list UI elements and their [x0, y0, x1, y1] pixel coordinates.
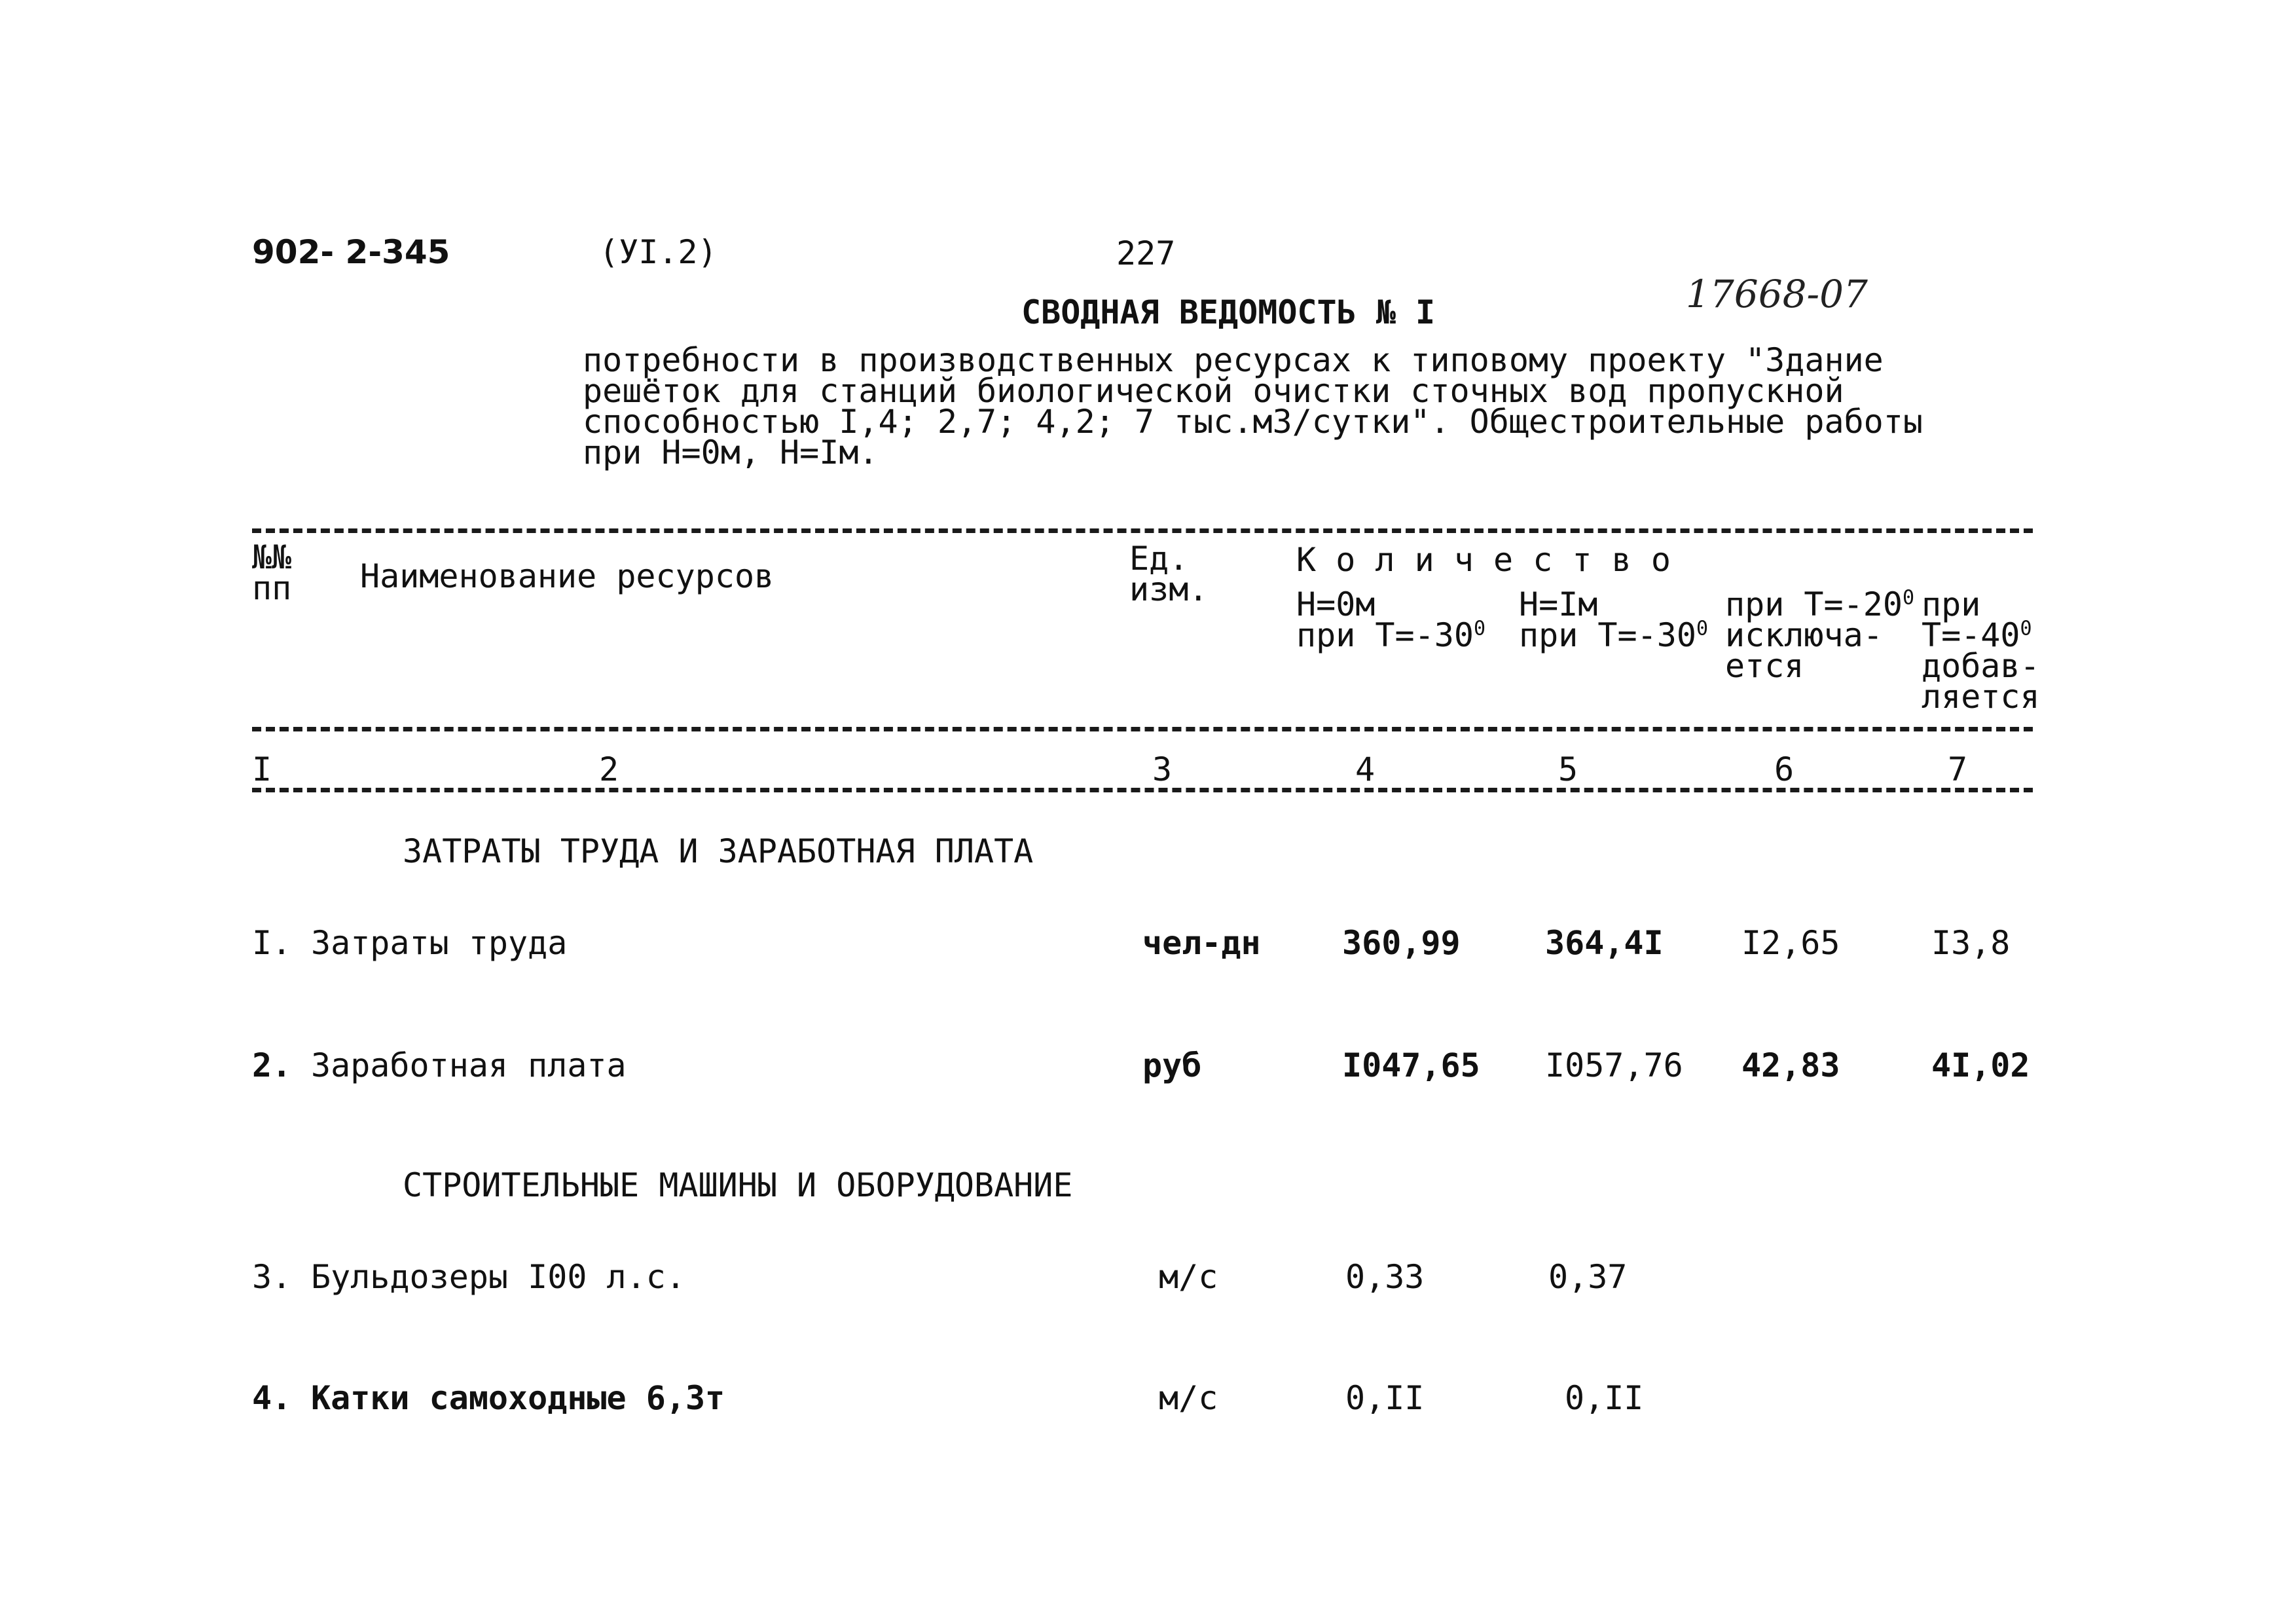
header-number	[252, 538, 292, 607]
column-number-7: 7	[1948, 750, 1968, 788]
row-unit: руб	[1142, 1046, 1202, 1084]
column-number-3: 3	[1152, 750, 1173, 788]
document-code: 902- 2-345	[252, 233, 450, 271]
row-unit: м/с	[1159, 1258, 1218, 1296]
header-col6	[1725, 585, 1914, 685]
header-resource-name: Наименование ресурсов	[360, 557, 774, 595]
header-number-line: №№	[252, 538, 292, 576]
statement-title: СВОДНАЯ ВЕДОМОСТЬ № I	[1021, 293, 1436, 331]
header-col7-line: добав-	[1922, 647, 2040, 685]
row-number: I.	[252, 924, 292, 962]
column-number-1: I	[252, 750, 272, 788]
statement-subtitle	[583, 341, 1923, 471]
row-value-col4: I047,65	[1342, 1046, 1480, 1084]
subtitle-line: решёток для станций биологической очистки сточных вод пропускной	[583, 372, 1844, 410]
subtitle-line: потребности в производственных ресурсах к типовому проекту "Здание	[583, 341, 1884, 379]
column-number-5: 5	[1558, 750, 1578, 788]
row-value-col5: 0,II	[1565, 1379, 1644, 1417]
header-col7-line: $Т=-40^0$	[1922, 616, 2032, 654]
header-unit-line: Ед.	[1129, 540, 1189, 578]
row-value-col6: 42,83	[1741, 1046, 1840, 1084]
row-number: 2.	[252, 1046, 292, 1084]
header-col7	[1922, 585, 2040, 716]
header-col5	[1519, 585, 1708, 654]
header-col6-line: ется	[1725, 647, 1804, 685]
header-unit-line: изм.	[1129, 570, 1209, 608]
row-unit: м/с	[1159, 1379, 1218, 1417]
row-value-col5: 364,4I	[1545, 924, 1664, 962]
header-col6-line: при $Т=-20^0$	[1725, 585, 1914, 623]
subtitle-line: способностью I,4; 2,7; 4,2; 7 тыс.м3/сутки". Общестроительные работы	[583, 403, 1923, 441]
row-name: Бульдозеры I00 л.с.	[311, 1258, 685, 1296]
row-value-col5: I057,76	[1545, 1046, 1683, 1084]
row-value-col4: 360,99	[1342, 924, 1461, 962]
section-title: СТРОИТЕЛЬНЫЕ МАШИНЫ И ОБОРУДОВАНИЕ	[403, 1166, 1073, 1204]
archive-number: 17668-07	[1686, 272, 1868, 316]
header-unit	[1129, 540, 1209, 608]
subtitle-line: при Н=0м, Н=Iм.	[583, 434, 879, 471]
row-unit: чел-дн	[1142, 924, 1261, 962]
table-top-rule	[252, 528, 2033, 533]
row-number: 3.	[252, 1258, 292, 1296]
row-number: 4.	[252, 1379, 292, 1417]
section-code: (УI.2)	[599, 233, 718, 271]
row-value-col6: I2,65	[1741, 924, 1840, 962]
header-number-line: пп	[252, 569, 292, 607]
header-col4	[1296, 585, 1485, 654]
row-value-col5: 0,37	[1548, 1258, 1628, 1296]
header-col4-line: при $Т=-30^0$	[1296, 616, 1485, 654]
column-numbers-rule	[252, 788, 2033, 792]
row-name: Затраты труда	[311, 924, 568, 962]
row-name: Заработная плата	[311, 1046, 627, 1084]
page-number: 227	[1116, 234, 1176, 272]
header-col7-line: ляется	[1922, 678, 2040, 716]
header-quantity: К о л и ч е с т в о	[1296, 541, 1671, 579]
row-value-col4: 0,33	[1345, 1258, 1425, 1296]
header-col6-line: исключа-	[1725, 616, 1883, 654]
row-value-col4: 0,II	[1345, 1379, 1425, 1417]
column-number-6: 6	[1774, 750, 1795, 788]
header-col7-line: при	[1922, 585, 1981, 623]
header-bottom-rule	[252, 727, 2033, 731]
row-name: Катки самоходные 6,3т	[311, 1379, 725, 1417]
column-number-2: 2	[599, 750, 619, 788]
header-col5-line: при $Т=-30^0$	[1519, 616, 1708, 654]
header-col5-line: Н=Iм	[1519, 585, 1598, 623]
row-value-col7: I3,8	[1931, 924, 2011, 962]
row-value-col7: 4I,02	[1931, 1046, 2030, 1084]
section-title: ЗАТРАТЫ ТРУДА И ЗАРАБОТНАЯ ПЛАТА	[403, 832, 1034, 870]
header-col4-line: Н=0м	[1296, 585, 1376, 623]
column-number-4: 4	[1355, 750, 1376, 788]
